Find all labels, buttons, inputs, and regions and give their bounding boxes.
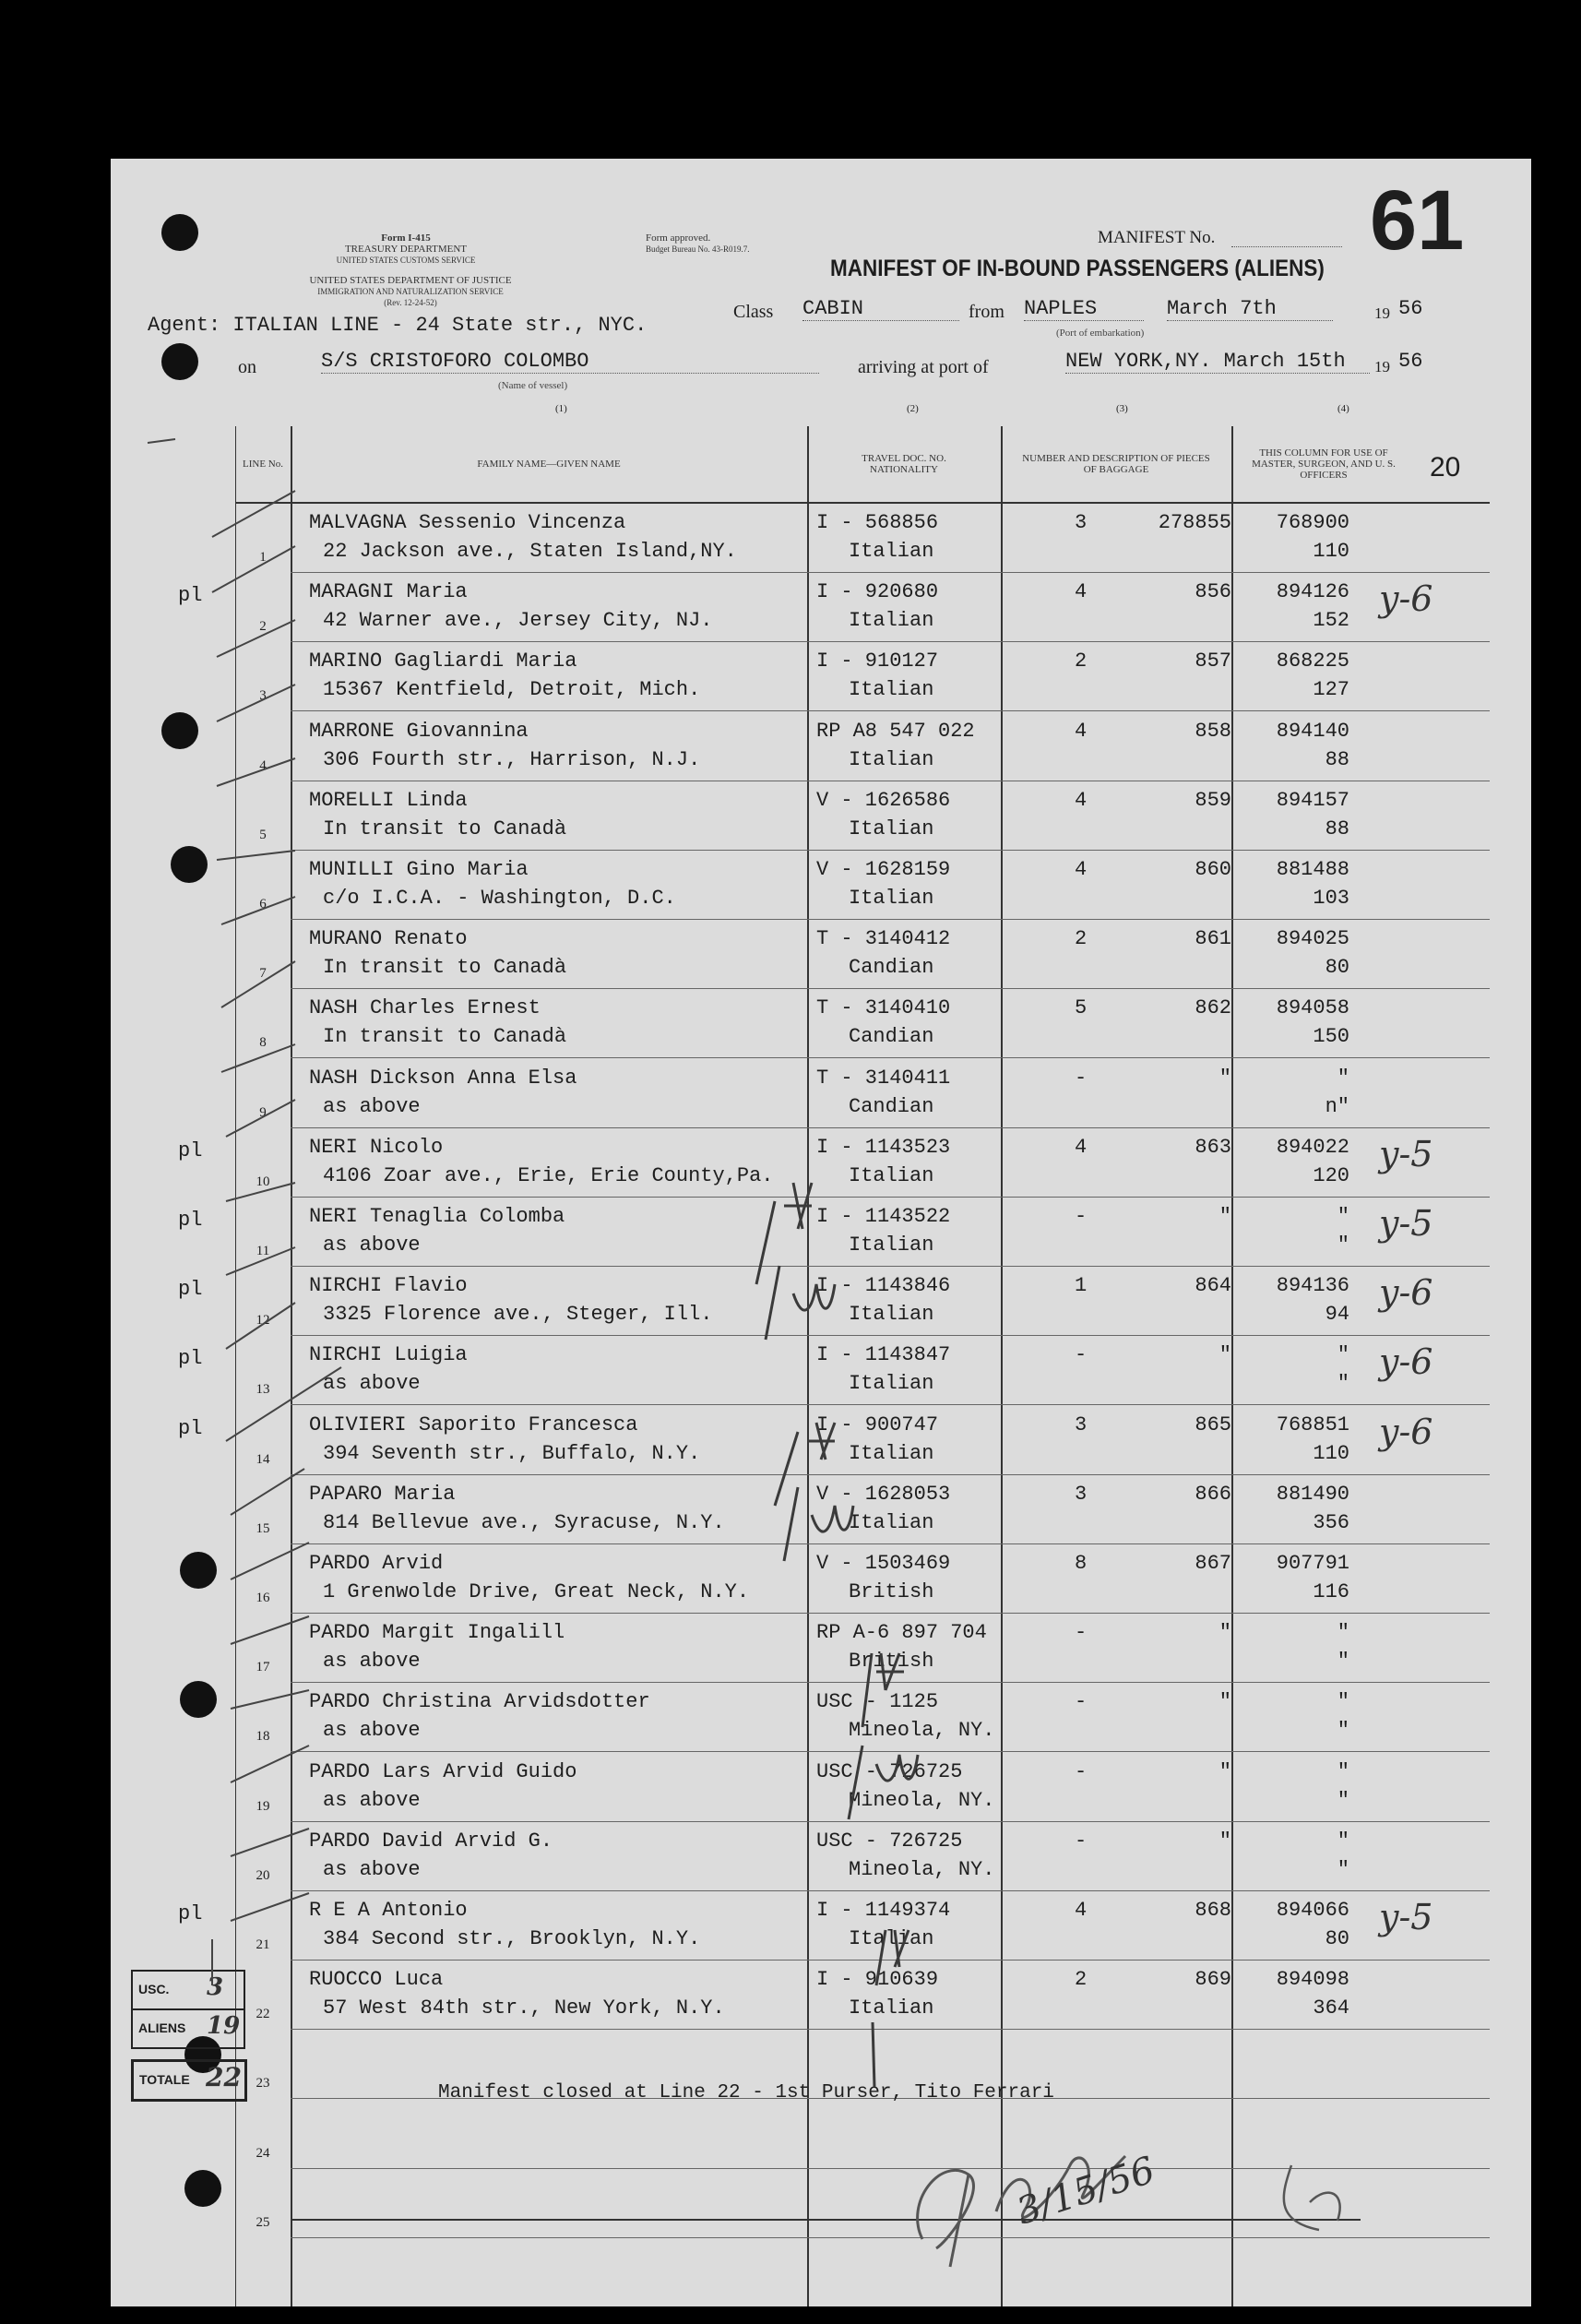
manifest-title: MANIFEST OF IN-BOUND PASSENGERS (ALIENS) — [830, 256, 1325, 281]
officer-code: 894126 — [1276, 580, 1349, 604]
baggage-number: " — [1218, 1621, 1231, 1645]
passenger-address: 22 Jackson ave., Staten Island,NY. — [323, 540, 737, 563]
officer-code: 768900 — [1276, 511, 1349, 534]
class-label: Class — [733, 302, 774, 322]
handwritten-note: y-5 — [1379, 1133, 1433, 1174]
line-number: 18 — [256, 1729, 270, 1745]
arrival-year-label: 19 — [1374, 358, 1390, 375]
passenger-name: NERI Nicolo — [309, 1135, 444, 1159]
baggage-number: 856 — [1195, 580, 1231, 604]
nationality: Mineola, NY. — [849, 1719, 995, 1743]
form-dept-block — [295, 232, 517, 266]
passenger-address: as above — [323, 1372, 421, 1396]
nationality: Italian — [849, 1927, 934, 1950]
officer-number: 88 — [1325, 816, 1349, 840]
tally-total-value: 22 — [206, 2062, 242, 2092]
passenger-name: PARDO Arvid — [309, 1552, 444, 1575]
line-number: 5 — [259, 827, 267, 842]
travel-doc-number: I - 900747 — [816, 1412, 939, 1436]
officer-number: 116 — [1313, 1580, 1349, 1603]
page-number: 61 — [1370, 173, 1465, 268]
line-number: 7 — [259, 966, 267, 982]
travel-doc-number: I - 1143847 — [816, 1343, 951, 1367]
class-value: CABIN — [802, 297, 959, 321]
form-customs: UNITED STATES CUSTOMS SERVICE — [336, 256, 476, 265]
baggage-pieces: 4 — [1075, 719, 1088, 743]
baggage-pieces: 3 — [1075, 511, 1088, 534]
line-number: 3 — [259, 688, 267, 704]
passenger-name: PARDO Lars Arvid Guido — [309, 1759, 577, 1783]
baggage-pieces: 4 — [1075, 1899, 1088, 1922]
passenger-address: as above — [323, 1234, 421, 1257]
passenger-name: MARRONE Giovannina — [309, 719, 529, 743]
baggage-number: " — [1218, 1205, 1231, 1228]
travel-doc-number: RP A8 547 022 — [816, 719, 975, 743]
officer-code: 881488 — [1276, 858, 1349, 881]
table-row — [235, 712, 1490, 781]
col-num-2: (2) — [907, 403, 919, 414]
on-label: on — [238, 357, 256, 377]
line-number: 10 — [256, 1174, 270, 1189]
line-number: 1 — [259, 550, 267, 565]
passenger-address: as above — [323, 1094, 421, 1118]
passenger-name: PARDO Margit Ingalill — [309, 1621, 565, 1645]
passenger-name: NASH Charles Ernest — [309, 996, 541, 1020]
passenger-address: 384 Second str., Brooklyn, N.Y. — [323, 1927, 701, 1950]
officer-number: " — [1337, 1719, 1349, 1743]
form-rev: (Rev. 12-24-52) — [384, 298, 437, 307]
officer-code: " — [1337, 1690, 1349, 1714]
baggage-pieces: - — [1075, 1690, 1088, 1714]
officer-number: n" — [1325, 1094, 1349, 1118]
officer-number: 80 — [1325, 1927, 1349, 1950]
depart-date: March 7th — [1167, 297, 1333, 321]
travel-doc-number: I - 1149374 — [816, 1899, 951, 1922]
passenger-address: as above — [323, 1650, 421, 1674]
nationality: Mineola, NY. — [849, 1788, 995, 1812]
passenger-address: as above — [323, 1857, 421, 1881]
officer-code: 894058 — [1276, 996, 1349, 1020]
nationality: British — [849, 1650, 934, 1674]
travel-doc-number: USC - 726725 — [816, 1759, 963, 1783]
line-number: 13 — [256, 1382, 270, 1398]
pl-marker: pl — [178, 1209, 203, 1232]
pl-marker: pl — [178, 1902, 203, 1925]
baggage-pieces: 2 — [1075, 650, 1088, 673]
officer-code: 768851 — [1276, 1412, 1349, 1436]
baggage-number: 868 — [1195, 1899, 1231, 1922]
line-number: 19 — [256, 1798, 270, 1814]
baggage-pieces: - — [1075, 1343, 1088, 1367]
passenger-name: PARDO David Arvid G. — [309, 1829, 553, 1853]
form-justice: UNITED STATES DEPARTMENT OF JUSTICE — [309, 275, 512, 286]
officer-number: 364 — [1313, 1996, 1349, 2020]
arrival-port: NEW YORK,NY. March 15th — [1065, 350, 1370, 374]
nationality: Candian — [849, 1025, 934, 1049]
table-row — [178, 573, 1490, 642]
baggage-number: " — [1218, 1343, 1231, 1367]
officer-number: 150 — [1313, 1025, 1349, 1049]
officer-number: 127 — [1313, 678, 1349, 702]
punch-hole — [161, 214, 198, 251]
passenger-name: MARINO Gagliardi Maria — [309, 650, 577, 673]
nationality: Italian — [849, 1441, 934, 1465]
table-row — [235, 851, 1490, 920]
officer-code: 894140 — [1276, 719, 1349, 743]
travel-doc-number: I - 910127 — [816, 650, 939, 673]
nationality: Candian — [849, 956, 934, 980]
passenger-name: NIRCHI Luigia — [309, 1343, 468, 1367]
officer-code: 868225 — [1276, 650, 1349, 673]
header-officers: THIS COLUMN FOR USE OF MASTER, SURGEON, AND U. S. OFFICERS — [1252, 447, 1396, 481]
travel-doc-number: T - 3140411 — [816, 1066, 951, 1090]
form-number: Form I-415 — [381, 232, 431, 244]
passenger-name: MUNILLI Gino Maria — [309, 858, 529, 881]
line-number: 11 — [256, 1244, 270, 1258]
baggage-pieces: 1 — [1075, 1274, 1088, 1298]
from-value: NAPLES — [1024, 297, 1144, 321]
baggage-pieces: 4 — [1075, 1135, 1088, 1159]
header-line-no: LINE No. — [243, 459, 283, 470]
officer-code: " — [1337, 1343, 1349, 1367]
passenger-name: OLIVIERI Saporito Francesca — [309, 1412, 638, 1436]
baggage-pieces: 4 — [1075, 788, 1088, 812]
line-number: 21 — [256, 1937, 270, 1952]
margin-number: 20 — [1430, 452, 1461, 483]
baggage-pieces: - — [1075, 1759, 1088, 1783]
baggage-pieces: 3 — [1075, 1482, 1088, 1506]
baggage-number: 861 — [1195, 927, 1231, 951]
header-name: FAMILY NAME—GIVEN NAME — [477, 459, 621, 470]
nationality: Italian — [849, 678, 934, 702]
handwritten-note: y-6 — [1379, 578, 1433, 620]
officer-code: 894098 — [1276, 1968, 1349, 1992]
officer-code: 894157 — [1276, 788, 1349, 812]
agent-line: Agent: ITALIAN LINE - 24 State str., NYC. — [148, 314, 648, 337]
tally-usc-label: USC. — [138, 1982, 170, 1996]
passenger-address: 394 Seventh str., Buffalo, N.Y. — [323, 1441, 701, 1465]
nationality: Italian — [849, 1234, 934, 1257]
travel-doc-number: USC - 726725 — [816, 1829, 963, 1853]
travel-doc-number: I - 1143523 — [816, 1135, 951, 1159]
pl-marker: pl — [178, 1278, 203, 1302]
nationality: Italian — [849, 1996, 934, 2020]
officer-number: 103 — [1313, 887, 1349, 910]
passenger-name: MARAGNI Maria — [309, 580, 468, 604]
nationality: Italian — [849, 747, 934, 771]
punch-hole — [161, 343, 198, 380]
baggage-number: " — [1218, 1829, 1231, 1853]
line-number: 23 — [256, 2076, 270, 2092]
line-number: 22 — [256, 2007, 270, 2022]
handwritten-note: y-6 — [1379, 1272, 1433, 1314]
form-budget: Budget Bureau No. 43-R019.7. — [646, 244, 750, 254]
line-number: 4 — [259, 757, 267, 773]
passenger-name: MALVAGNA Sessenio Vincenza — [309, 511, 626, 534]
manifest-no-label: MANIFEST No. — [1098, 228, 1216, 247]
depart-year-label: 19 — [1374, 304, 1390, 322]
handwritten-date: 3/15/56 — [1011, 2149, 1160, 2234]
officer-code: " — [1337, 1829, 1349, 1853]
table-row — [235, 781, 1490, 851]
passenger-address: as above — [323, 1719, 421, 1743]
officer-number: 94 — [1325, 1303, 1349, 1327]
handwritten-note: y-5 — [1379, 1203, 1433, 1244]
officer-number: " — [1337, 1857, 1349, 1881]
nationality: Mineola, NY. — [849, 1857, 995, 1881]
officer-code: 894066 — [1276, 1899, 1349, 1922]
passenger-name: MURANO Renato — [309, 927, 468, 951]
table-row — [235, 504, 1490, 573]
arrival-year-value: 56 — [1398, 350, 1423, 373]
tally-usc-value: 3 — [207, 1973, 224, 2001]
nationality: Italian — [849, 1303, 934, 1327]
passenger-address: In transit to Canadà — [323, 816, 567, 840]
officer-number: 152 — [1313, 609, 1349, 633]
arriving-label: arriving at port of — [858, 357, 989, 377]
officer-code: " — [1337, 1621, 1349, 1645]
travel-doc-number: V - 1628159 — [816, 858, 951, 881]
baggage-number: " — [1218, 1066, 1231, 1090]
table-row — [235, 642, 1490, 711]
pl-marker: pl — [178, 1416, 203, 1440]
travel-doc-number: USC - 1125 — [816, 1690, 939, 1714]
baggage-pieces: 5 — [1075, 996, 1088, 1020]
passenger-address: 1 Grenwolde Drive, Great Neck, N.Y. — [323, 1580, 750, 1603]
line-number: 6 — [259, 897, 267, 912]
table-row — [235, 920, 1490, 989]
line-number: 14 — [256, 1451, 270, 1467]
baggage-number: 864 — [1195, 1274, 1231, 1298]
officer-code: " — [1337, 1205, 1349, 1228]
travel-doc-number: T - 3140412 — [816, 927, 951, 951]
line-number: 16 — [256, 1591, 270, 1605]
pl-marker: pl — [178, 1138, 203, 1162]
line-number: 2 — [259, 619, 267, 635]
from-label: from — [969, 302, 1004, 322]
baggage-pieces: - — [1075, 1829, 1088, 1853]
passenger-address: In transit to Canadà — [323, 1025, 567, 1049]
baggage-number: " — [1218, 1690, 1231, 1714]
officer-number: 120 — [1313, 1163, 1349, 1187]
baggage-number: 869 — [1195, 1968, 1231, 1992]
passenger-address: 306 Fourth str., Harrison, N.J. — [323, 747, 701, 771]
travel-doc-number: V - 1626586 — [816, 788, 951, 812]
baggage-number: 858 — [1195, 719, 1231, 743]
line-number: 20 — [256, 1867, 270, 1883]
baggage-number: 859 — [1195, 788, 1231, 812]
nationality: British — [849, 1580, 934, 1603]
passenger-address: In transit to Canadà — [323, 956, 567, 980]
punch-hole — [184, 2170, 221, 2207]
form-approved: Form approved. — [646, 232, 711, 244]
baggage-pieces: 4 — [1075, 580, 1088, 604]
travel-doc-number: I - 910639 — [816, 1968, 939, 1992]
col-num-3: (3) — [1116, 403, 1128, 414]
handwritten-note: y-6 — [1379, 1341, 1433, 1383]
travel-doc-number: V - 1628053 — [816, 1482, 951, 1506]
officer-code: 894025 — [1276, 927, 1349, 951]
baggage-number: 857 — [1195, 650, 1231, 673]
line-number: 15 — [256, 1520, 270, 1536]
travel-doc-number: I - 1143846 — [816, 1274, 951, 1298]
officer-number: 88 — [1325, 747, 1349, 771]
tally-aliens-label: ALIENS — [138, 2020, 186, 2035]
officer-number: 110 — [1313, 1441, 1349, 1465]
officer-number: 110 — [1313, 540, 1349, 563]
officer-code: " — [1337, 1066, 1349, 1090]
manifest-closing-line: Manifest closed at Line 22 - 1st Purser, Tito Ferrari — [438, 2082, 1054, 2104]
line-number: 24 — [256, 2145, 270, 2161]
baggage-pieces: - — [1075, 1205, 1088, 1228]
nationality: Candian — [849, 1094, 934, 1118]
passenger-name: NERI Tenaglia Colomba — [309, 1205, 565, 1228]
travel-doc-number: T - 3140410 — [816, 996, 951, 1020]
vessel-label: (Name of vessel) — [498, 380, 568, 391]
manifest-no-line — [1231, 237, 1342, 247]
baggage-number: 863 — [1195, 1135, 1231, 1159]
officer-number: " — [1337, 1372, 1349, 1396]
officer-number: " — [1337, 1788, 1349, 1812]
header-doc: TRAVEL DOC. NO. NATIONALITY — [862, 453, 946, 475]
pl-marker: pl — [178, 584, 203, 608]
form-ins: IMMIGRATION AND NATURALIZATION SERVICE — [317, 287, 504, 296]
nationality: Italian — [849, 816, 934, 840]
officer-number: " — [1337, 1234, 1349, 1257]
form-approval-block — [646, 232, 858, 255]
travel-doc-number: I - 920680 — [816, 580, 939, 604]
baggage-number: 865 — [1195, 1412, 1231, 1436]
manifest-sheet — [111, 159, 1531, 2306]
vessel-name: S/S CRISTOFORO COLOMBO — [321, 350, 819, 374]
handwritten-check-marks — [664, 1155, 1033, 2096]
officer-code: 894022 — [1276, 1135, 1349, 1159]
passenger-address: c/o I.C.A. - Washington, D.C. — [323, 887, 676, 910]
nationality: Italian — [849, 540, 934, 563]
passenger-address: as above — [323, 1788, 421, 1812]
pl-marker: pl — [178, 1347, 203, 1371]
tally-total-label: TOTALE — [139, 2072, 190, 2087]
handwritten-note: y-5 — [1379, 1897, 1433, 1937]
officer-number: " — [1337, 1650, 1349, 1674]
travel-doc-number: V - 1503469 — [816, 1552, 951, 1575]
handwritten-note: y-6 — [1379, 1411, 1433, 1452]
passenger-address: 3325 Florence ave., Steger, Ill. — [323, 1303, 713, 1327]
baggage-pieces: - — [1075, 1621, 1088, 1645]
passenger-address: 57 West 84th str., New York, N.Y. — [323, 1996, 725, 2020]
form-justice-block — [235, 275, 586, 308]
officer-number: 80 — [1325, 956, 1349, 980]
officer-code: 894136 — [1276, 1274, 1349, 1298]
travel-doc-number: RP A-6 897 704 — [816, 1621, 987, 1645]
nationality: Italian — [849, 1372, 934, 1396]
table-row — [235, 1059, 1490, 1128]
baggage-number: 862 — [1195, 996, 1231, 1020]
tally-aliens-value: 19 — [207, 2012, 241, 2040]
col-num-4: (4) — [1337, 403, 1349, 414]
passenger-name: R E A Antonio — [309, 1899, 468, 1922]
officer-code: 881490 — [1276, 1482, 1349, 1506]
passenger-address: 42 Warner ave., Jersey City, NJ. — [323, 609, 713, 633]
passenger-name: RUOCCO Luca — [309, 1968, 444, 1992]
baggage-number: 867 — [1195, 1552, 1231, 1575]
baggage-pieces: 2 — [1075, 927, 1088, 951]
line-number: 9 — [259, 1104, 267, 1120]
nationality: Italian — [849, 1163, 934, 1187]
col-num-1: (1) — [555, 403, 567, 414]
baggage-pieces: 3 — [1075, 1412, 1088, 1436]
baggage-pieces: - — [1075, 1066, 1088, 1090]
travel-doc-number: I - 568856 — [816, 511, 939, 534]
passenger-address: 814 Bellevue ave., Syracuse, N.Y. — [323, 1510, 725, 1534]
baggage-number: 866 — [1195, 1482, 1231, 1506]
travel-doc-number: I - 1143522 — [816, 1205, 951, 1228]
passenger-name: NASH Dickson Anna Elsa — [309, 1066, 577, 1090]
line-number: 8 — [259, 1035, 267, 1051]
passenger-name: PAPARO Maria — [309, 1482, 456, 1506]
officer-number: 356 — [1313, 1510, 1349, 1534]
line-number: 17 — [256, 1660, 270, 1675]
baggage-number: 278855 — [1158, 511, 1231, 534]
baggage-pieces: 4 — [1075, 858, 1088, 881]
depart-year-value: 56 — [1398, 297, 1423, 320]
passenger-name: PARDO Christina Arvidsdotter — [309, 1690, 650, 1714]
passenger-address: 15367 Kentfield, Detroit, Mich. — [323, 678, 701, 702]
passenger-name: NIRCHI Flavio — [309, 1274, 468, 1298]
officer-code: " — [1337, 1759, 1349, 1783]
baggage-pieces: 2 — [1075, 1968, 1088, 1992]
header-baggage: NUMBER AND DESCRIPTION OF PIECES OF BAGGAGE — [1022, 453, 1210, 475]
nationality: Italian — [849, 609, 934, 633]
line-number: 25 — [256, 2214, 270, 2230]
line-number: 12 — [256, 1313, 270, 1329]
baggage-pieces: 8 — [1075, 1552, 1088, 1575]
officer-code: 907791 — [1276, 1552, 1349, 1575]
form-dept: TREASURY DEPARTMENT — [344, 244, 468, 255]
port-embark-label: (Port of embarkation) — [1056, 328, 1145, 339]
nationality: Italian — [849, 887, 934, 910]
baggage-number: " — [1218, 1759, 1231, 1783]
passenger-address: 4106 Zoar ave., Erie, Erie County,Pa. — [323, 1163, 774, 1187]
table-row — [235, 989, 1490, 1058]
nationality: Italian — [849, 1510, 934, 1534]
baggage-number: 860 — [1195, 858, 1231, 881]
margin-tick-marks — [111, 435, 406, 2115]
passenger-name: MORELLI Linda — [309, 788, 468, 812]
